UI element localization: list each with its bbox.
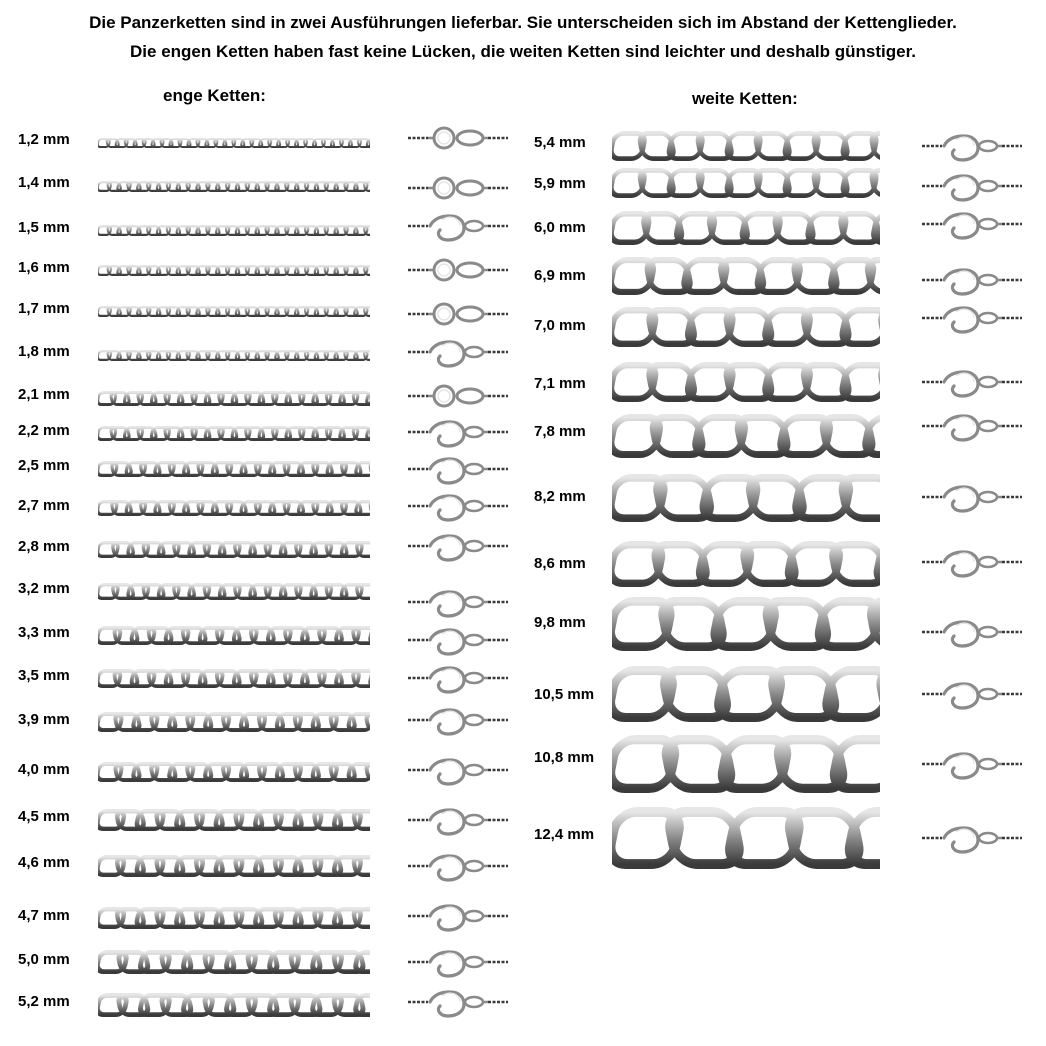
wide-clasp-lobster-icon bbox=[920, 128, 1024, 164]
wide-chain-image bbox=[612, 307, 880, 347]
narrow-chain-label: 2,1 mm bbox=[18, 386, 70, 403]
narrow-chain-image bbox=[98, 138, 370, 148]
wide-chain-image bbox=[612, 666, 880, 722]
narrow-chain-image bbox=[98, 426, 370, 441]
narrow-chain-label: 2,5 mm bbox=[18, 457, 70, 474]
intro-text bbox=[0, 8, 1046, 66]
narrow-chain-image bbox=[98, 225, 370, 236]
wide-chain-image bbox=[612, 211, 880, 245]
narrow-clasp-lobster-icon bbox=[406, 752, 510, 788]
wide-chain-label: 5,9 mm bbox=[534, 175, 586, 192]
narrow-clasp-spring-ring-icon bbox=[406, 296, 510, 332]
narrow-chain-label: 1,5 mm bbox=[18, 219, 70, 236]
wide-clasp-lobster-icon bbox=[920, 676, 1024, 712]
wide-chain-label: 7,0 mm bbox=[534, 317, 586, 334]
narrow-chain-image bbox=[98, 712, 370, 732]
wide-chain-label: 10,5 mm bbox=[534, 686, 595, 703]
narrow-clasp-lobster-icon bbox=[406, 584, 510, 620]
narrow-clasp-lobster-icon bbox=[406, 208, 510, 244]
narrow-clasp-lobster-icon bbox=[406, 451, 510, 487]
chain-link bbox=[831, 740, 880, 789]
wide-chain-label: 6,9 mm bbox=[534, 267, 586, 284]
narrow-chain-image bbox=[98, 350, 370, 361]
wide-clasp-lobster-icon bbox=[920, 168, 1024, 204]
narrow-clasp-lobster-icon bbox=[406, 414, 510, 450]
wide-clasp-lobster-icon bbox=[920, 479, 1024, 515]
narrow-chain-label: 4,7 mm bbox=[18, 907, 70, 924]
narrow-clasp-lobster-icon bbox=[406, 702, 510, 738]
narrow-clasp-lobster-icon bbox=[406, 848, 510, 884]
narrow-chain-label: 4,5 mm bbox=[18, 808, 70, 825]
wide-chain-label: 8,6 mm bbox=[534, 555, 586, 572]
wide-clasp-lobster-icon bbox=[920, 364, 1024, 400]
narrow-clasp-spring-ring-icon bbox=[406, 120, 510, 156]
narrow-clasp-lobster-icon bbox=[406, 660, 510, 696]
wide-chain-label: 7,1 mm bbox=[534, 375, 586, 392]
narrow-chain-image bbox=[98, 181, 370, 192]
narrow-chain-image bbox=[98, 541, 370, 558]
wide-chain-image bbox=[612, 131, 880, 161]
wide-chain-label: 6,0 mm bbox=[534, 219, 586, 236]
narrow-chains-heading: enge Ketten: bbox=[163, 86, 266, 105]
wide-clasp-lobster-icon bbox=[920, 206, 1024, 242]
chain-link bbox=[830, 545, 880, 584]
narrow-chain-image bbox=[98, 907, 370, 929]
narrow-clasp-lobster-icon bbox=[406, 802, 510, 838]
narrow-clasp-lobster-icon bbox=[406, 622, 510, 658]
wide-chain-image bbox=[612, 541, 880, 587]
wide-chain-label: 12,4 mm bbox=[534, 826, 595, 843]
narrow-chain-label: 2,7 mm bbox=[18, 497, 70, 514]
chain-link bbox=[355, 502, 370, 515]
wide-clasp-lobster-icon bbox=[920, 614, 1024, 650]
wide-chain-label: 10,8 mm bbox=[534, 749, 595, 766]
chain-link bbox=[824, 670, 880, 717]
narrow-chain-label: 5,2 mm bbox=[18, 993, 70, 1010]
wide-clasp-lobster-icon bbox=[920, 408, 1024, 444]
chain-link bbox=[366, 714, 370, 730]
wide-chain-image bbox=[612, 414, 880, 458]
narrow-chain-image bbox=[98, 993, 370, 1017]
narrow-chain-image bbox=[98, 809, 370, 831]
narrow-chain-image bbox=[98, 762, 370, 782]
intro-line-1: Die Panzerketten sind in zwei Ausführungen lieferbar. Sie unterscheiden sich im Abstand der Kettenglieder. bbox=[89, 13, 957, 32]
narrow-chain-label: 1,4 mm bbox=[18, 174, 70, 191]
narrow-chain-label: 2,2 mm bbox=[18, 422, 70, 439]
narrow-chain-label: 3,2 mm bbox=[18, 580, 70, 597]
narrow-clasp-lobster-icon bbox=[406, 984, 510, 1020]
narrow-clasp-lobster-icon bbox=[406, 334, 510, 370]
narrow-chain-image bbox=[98, 500, 370, 516]
chain-link bbox=[841, 365, 880, 399]
wide-chain-image bbox=[612, 257, 880, 295]
chain-link bbox=[369, 502, 370, 515]
wide-clasp-lobster-icon bbox=[920, 544, 1024, 580]
narrow-clasp-lobster-icon bbox=[406, 944, 510, 980]
wide-chain-image bbox=[612, 597, 880, 651]
wide-chain-image bbox=[612, 168, 880, 198]
narrow-chain-label: 2,8 mm bbox=[18, 538, 70, 555]
chain-link bbox=[352, 627, 370, 642]
wide-chain-image bbox=[612, 362, 880, 402]
wide-chain-label: 7,8 mm bbox=[534, 423, 586, 440]
wide-chains-heading: weite Ketten: bbox=[692, 89, 798, 108]
intro-line-2: Die engen Ketten haben fast keine Lücken, die weiten Ketten sind leichter und deshalb günstiger. bbox=[130, 42, 916, 61]
wide-clasp-lobster-icon bbox=[920, 300, 1024, 336]
narrow-chain-label: 1,7 mm bbox=[18, 300, 70, 317]
narrow-chain-label: 4,6 mm bbox=[18, 854, 70, 871]
chain-link bbox=[841, 310, 880, 344]
chain-link bbox=[369, 627, 370, 642]
narrow-chain-label: 3,9 mm bbox=[18, 711, 70, 728]
narrow-chain-image bbox=[98, 855, 370, 877]
narrow-chain-label: 1,6 mm bbox=[18, 259, 70, 276]
chain-link bbox=[352, 670, 370, 685]
chain-link bbox=[840, 478, 880, 518]
narrow-clasp-lobster-icon bbox=[406, 528, 510, 564]
wide-clasp-lobster-icon bbox=[920, 820, 1024, 856]
narrow-chain-image bbox=[98, 626, 370, 645]
narrow-clasp-spring-ring-icon bbox=[406, 252, 510, 288]
narrow-chain-image bbox=[98, 265, 370, 276]
wide-chain-label: 8,2 mm bbox=[534, 488, 586, 505]
narrow-chain-label: 1,8 mm bbox=[18, 343, 70, 360]
chain-link bbox=[369, 463, 370, 476]
narrow-chain-image bbox=[98, 391, 370, 406]
narrow-chain-image bbox=[98, 950, 370, 974]
wide-chain-label: 9,8 mm bbox=[534, 614, 586, 631]
narrow-chain-image bbox=[98, 583, 370, 600]
narrow-chain-label: 5,0 mm bbox=[18, 951, 70, 968]
chain-link bbox=[366, 764, 370, 780]
narrow-chain-image bbox=[98, 669, 370, 688]
narrow-clasp-lobster-icon bbox=[406, 898, 510, 934]
wide-chain-image bbox=[612, 807, 880, 869]
wide-chain-label: 5,4 mm bbox=[534, 134, 586, 151]
narrow-clasp-spring-ring-icon bbox=[406, 378, 510, 414]
narrow-chain-image bbox=[98, 306, 370, 317]
narrow-clasp-lobster-icon bbox=[406, 488, 510, 524]
chain-link bbox=[369, 670, 370, 685]
chain-link bbox=[355, 463, 370, 476]
narrow-chain-label: 3,3 mm bbox=[18, 624, 70, 641]
narrow-chain-label: 4,0 mm bbox=[18, 761, 70, 778]
narrow-chain-image bbox=[98, 461, 370, 477]
narrow-chain-label: 1,2 mm bbox=[18, 131, 70, 148]
wide-chain-image bbox=[612, 474, 880, 522]
narrow-chain-label: 3,5 mm bbox=[18, 667, 70, 684]
wide-chain-image bbox=[612, 735, 880, 793]
wide-clasp-lobster-icon bbox=[920, 262, 1024, 298]
wide-clasp-lobster-icon bbox=[920, 746, 1024, 782]
narrow-clasp-spring-ring-icon bbox=[406, 170, 510, 206]
